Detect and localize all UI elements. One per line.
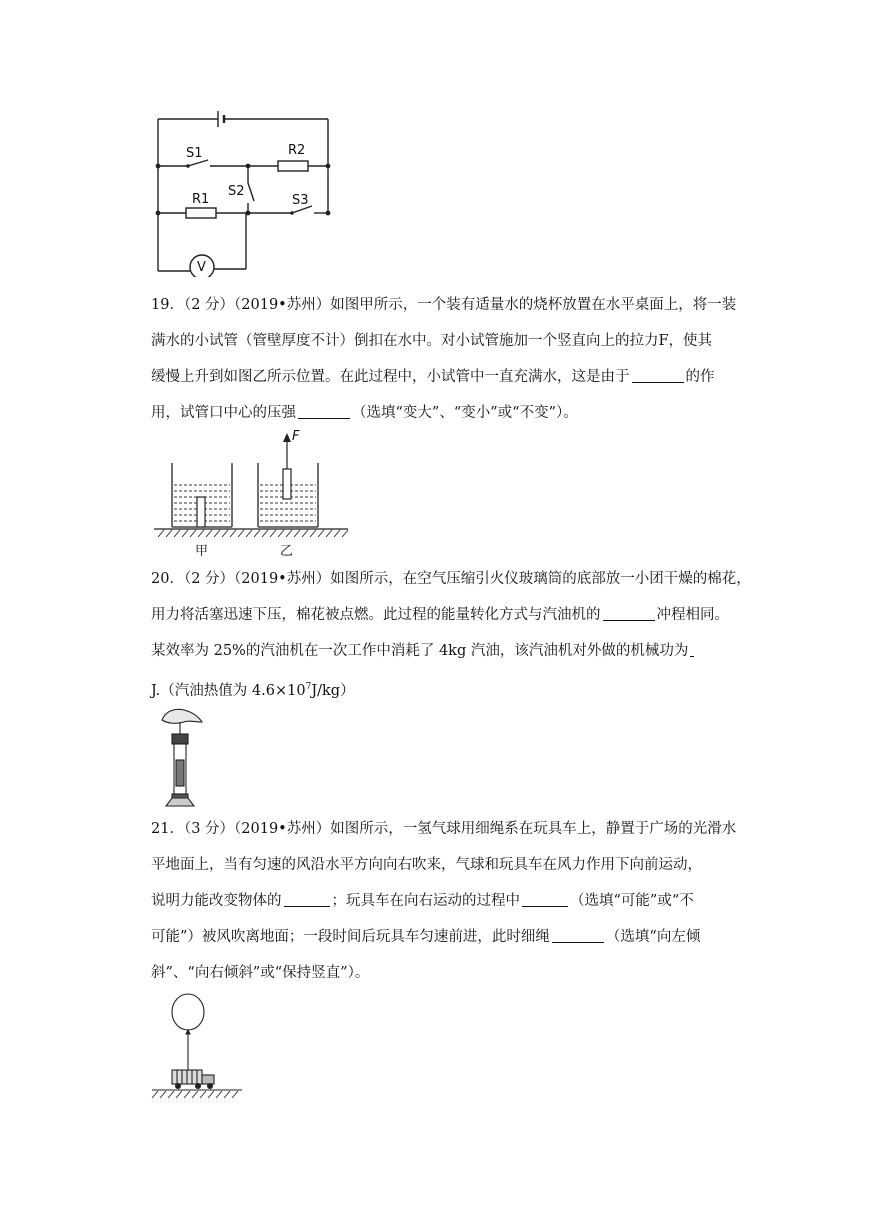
- answer-blank[interactable]: [690, 638, 694, 657]
- label-s2: S2: [228, 184, 245, 199]
- q20-line-4: J.（汽油热值为 $4.6\times 10^7J/kg$）: [151, 682, 355, 699]
- question-21: [151, 811, 741, 991]
- answer-blank[interactable]: [284, 888, 330, 907]
- q19-line-4: 用，试管口中心的压强 （选填“变大”、“变小”或“不变”）。: [151, 395, 741, 431]
- label-s3: S3: [292, 193, 309, 208]
- label-voltmeter: V: [197, 260, 206, 275]
- question-19: [151, 287, 741, 431]
- q21-line-1: 21．（3 分）（2019•苏州）如图所示，一氢气球用细绳系在玩具车上，静置于广场的光滑水: [151, 821, 737, 837]
- label-s1: S1: [186, 146, 203, 161]
- force-label: F: [292, 429, 300, 444]
- balloon-car-figure: [150, 990, 245, 1105]
- q21-line-2: 平地面上，当有匀速的风沿水平方向向右吹来，气球和玩具车在风力作用下向前运动，: [151, 857, 702, 873]
- q21-line-3: 说明力能改变物体的 ；玩具车在向右运动的过程中 （选填“可能”或“不: [151, 883, 741, 919]
- q19-line-3: 缓慢上升到如图乙所示位置。在此过程中，小试管中一直充满水，这是由于 的作: [151, 359, 741, 395]
- q19-line-2: 满水的小试管（管壁厚度不计）倒扣在水中。对小试管施加一个竖直向上的拉力F，使其: [151, 333, 713, 349]
- question-20: [151, 561, 751, 705]
- q20-line-2: 用力将活塞迅速下压，棉花被点燃。此过程的能量转化方式与汽油机的 冲程相同。: [151, 597, 741, 633]
- answer-blank[interactable]: [522, 888, 568, 907]
- label-r1: R1: [192, 192, 210, 207]
- q20-line-1: 20．（2 分）（2019•苏州）如图所示，在空气压缩引火仪玻璃筒的底部放一小团干燥的棉花，: [151, 571, 751, 587]
- fire-piston-figure: [158, 700, 208, 810]
- beaker-figure: [152, 427, 352, 562]
- q21-line-5: 斜”、“向右倾斜”或“保持竖直”）。: [151, 965, 370, 981]
- answer-blank[interactable]: [552, 924, 604, 943]
- answer-blank[interactable]: [632, 364, 684, 383]
- label-jia: 甲: [195, 544, 209, 559]
- label-r2: R2: [288, 143, 306, 158]
- q19-line-1: 19．（2 分）（2019•苏州）如图甲所示，一个装有适量水的烧杯放置在水平桌面上，将一装: [151, 297, 737, 313]
- answer-blank[interactable]: [603, 602, 655, 621]
- q21-line-4: 可能”）被风吹离地面；一段时间后玩具车匀速前进，此时细绳 （选填“向左倾: [151, 919, 741, 955]
- q20-line-3: 某效率为 25%的汽油机在一次工作中消耗了 4kg 汽油，该汽油机对外做的机械功为: [151, 633, 741, 669]
- circuit-diagram: [150, 105, 335, 277]
- label-yi: 乙: [280, 544, 294, 559]
- answer-blank[interactable]: [298, 400, 350, 419]
